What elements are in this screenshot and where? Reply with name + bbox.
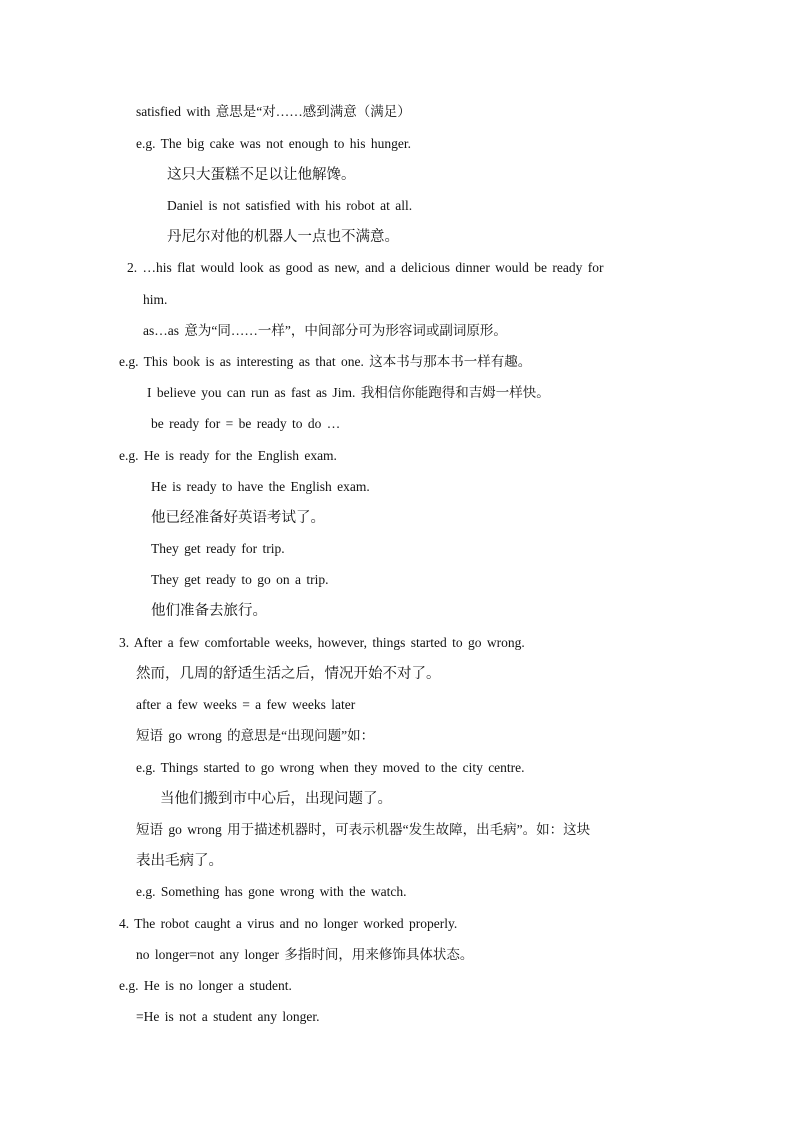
example-not-any-longer: =He is not a student any longer. xyxy=(136,1009,320,1024)
example-run-fast: I believe you can run as fast as Jim. 我相信你能跑得和吉姆一样快。 xyxy=(147,385,550,400)
translation-trip: 他们准备去旅行。 xyxy=(151,603,267,619)
point-4-sentence: 4. The robot caught a virus and no longer worked properly. xyxy=(119,916,458,931)
point-2-sentence: 2. …his flat would look as good as new, and a delicious dinner would be ready for xyxy=(127,260,604,275)
translation-exam: 他已经准备好英语考试了。 xyxy=(151,510,325,526)
note-no-longer: no longer=not any longer 多指时间，用来修饰具体状态。 xyxy=(136,947,474,962)
example-things-wrong: e.g. Things started to go wrong when they moved to the city centre. xyxy=(136,760,525,775)
example-big-cake: e.g. The big cake was not enough to his hunger. xyxy=(136,136,411,151)
translation-city-centre: 当他们搬到市中心后，出现问题了。 xyxy=(160,791,392,807)
note-go-wrong: 短语 go wrong 的意思是“出现问题”如： xyxy=(136,728,375,743)
note-satisfied-with: satisfied with 意思是“对……感到满意（满足） xyxy=(136,104,411,119)
translation-point-3: 然而，几周的舒适生活之后，情况开始不对了。 xyxy=(136,666,441,682)
note-be-ready-for: be ready for = be ready to do … xyxy=(151,416,341,431)
note-go-wrong-machine: 短语 go wrong 用于描述机器时，可表示机器“发生故障，出毛病”。如：这块 xyxy=(136,822,591,837)
point-2-sentence-cont: him. xyxy=(143,292,168,307)
example-watch: e.g. Something has gone wrong with the watch. xyxy=(136,884,407,899)
example-daniel: Daniel is not satisfied with his robot at all. xyxy=(167,198,413,213)
example-ready-for-exam: e.g. He is ready for the English exam. xyxy=(119,448,337,463)
example-this-book: e.g. This book is as interesting as that one. 这本书与那本书一样有趣。 xyxy=(119,354,532,369)
point-3-sentence: 3. After a few comfortable weeks, however, things started to go wrong. xyxy=(119,635,525,650)
translation-big-cake: 这只大蛋糕不足以让他解馋。 xyxy=(167,167,356,183)
note-after-a-few-weeks: after a few weeks = a few weeks later xyxy=(136,697,356,712)
translation-daniel: 丹尼尔对他的机器人一点也不满意。 xyxy=(167,229,399,245)
example-ready-to-have-exam: He is ready to have the English exam. xyxy=(151,479,370,494)
example-ready-for-trip: They get ready for trip. xyxy=(151,541,285,556)
example-no-longer-student: e.g. He is no longer a student. xyxy=(119,978,292,993)
example-ready-to-go-trip: They get ready to go on a trip. xyxy=(151,572,329,587)
note-as-as: as…as 意为“同……一样”，中间部分可为形容词或副词原形。 xyxy=(143,323,507,338)
note-go-wrong-machine-cont: 表出毛病了。 xyxy=(136,853,223,869)
